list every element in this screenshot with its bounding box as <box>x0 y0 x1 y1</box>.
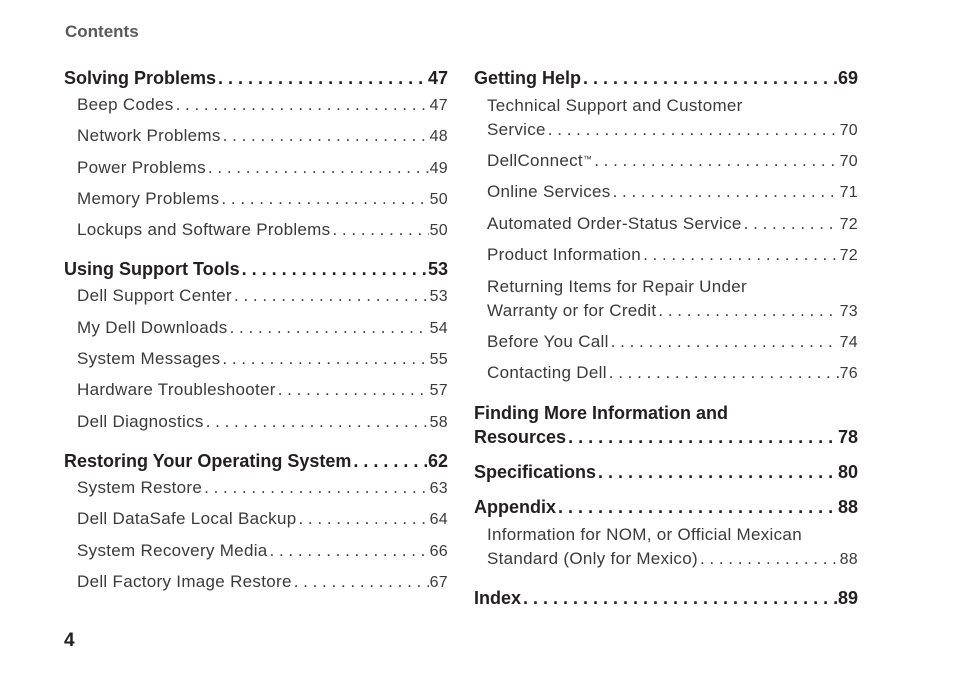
toc-subentry[interactable] <box>77 504 448 535</box>
toc-section-entry[interactable] <box>474 425 858 449</box>
entry-page: 80 <box>837 461 858 482</box>
entry-title: Getting Help <box>474 68 581 88</box>
entry-title: Dell Diagnostics <box>77 411 204 431</box>
entry-title: Using Support Tools <box>64 259 240 280</box>
toc-subsection <box>77 215 448 246</box>
entry-page: 72 <box>839 215 858 233</box>
toc-subsection <box>77 184 448 215</box>
dot-leader <box>656 299 838 323</box>
dot-leader <box>742 209 839 239</box>
toc-subentry[interactable] <box>77 215 448 246</box>
entry-page: 89 <box>837 587 858 608</box>
dot-leader <box>221 121 429 151</box>
toc-section <box>474 401 858 449</box>
page-header: Contents <box>65 22 139 41</box>
entry-title: Standard (Only for Mexico) <box>487 548 698 568</box>
dot-leader <box>351 449 427 473</box>
toc-section <box>474 66 858 90</box>
toc-subentry[interactable] <box>77 344 448 375</box>
entry-title: Before You Call <box>487 332 609 352</box>
toc-section <box>474 460 858 484</box>
toc-subentry[interactable] <box>487 177 858 208</box>
dot-leader <box>611 177 839 207</box>
toc-subentry[interactable] <box>77 121 448 152</box>
toc-subentry[interactable] <box>77 313 448 344</box>
entry-title: Network Problems <box>77 126 221 146</box>
entry-page: 70 <box>839 122 858 139</box>
dot-leader <box>330 215 428 245</box>
dot-leader <box>609 327 839 357</box>
toc-subentry[interactable] <box>487 118 858 143</box>
entry-page: 78 <box>837 426 858 447</box>
toc-subsection <box>77 90 448 121</box>
toc-subsection <box>487 327 858 358</box>
entry-title: Hardware Troubleshooter <box>77 380 276 400</box>
toc-section-entry[interactable] <box>474 460 858 484</box>
dot-leader <box>596 460 837 484</box>
dot-leader <box>240 257 427 281</box>
dot-leader <box>174 90 429 120</box>
entry-page: 67 <box>429 573 448 591</box>
toc-subsection <box>487 90 858 146</box>
toc-subentry[interactable] <box>77 281 448 312</box>
dot-leader <box>566 425 837 449</box>
entry-page: 48 <box>429 128 448 146</box>
toc-subsection <box>77 567 448 598</box>
toc-subsection <box>77 121 448 152</box>
toc-subentry[interactable] <box>77 567 448 598</box>
dot-leader <box>276 375 429 405</box>
toc-section-entry[interactable] <box>64 449 448 473</box>
toc-right-column <box>474 66 858 610</box>
entry-page: 53 <box>427 259 448 280</box>
entry-title: Specifications <box>474 461 597 482</box>
entry-title: Appendix <box>474 496 557 517</box>
dot-leader <box>607 358 839 388</box>
toc-subsection <box>487 177 858 208</box>
entry-page: 63 <box>429 479 448 497</box>
toc-subsection <box>77 281 448 312</box>
entry-title: Dell Support Center <box>77 286 232 306</box>
entry-title-line: Returning Items for Repair Under <box>487 277 747 297</box>
toc-section-entry[interactable] <box>474 586 858 610</box>
entry-page: 88 <box>837 496 858 517</box>
entry-title-line: Information for NOM, or Official Mexican <box>487 524 802 544</box>
entry-page: 66 <box>429 542 448 560</box>
entry-page: 47 <box>427 68 448 88</box>
entry-title-line: Technical Support and Customer <box>487 96 743 115</box>
toc-subsection <box>77 313 448 344</box>
entry-page: 70 <box>839 153 858 170</box>
dot-leader <box>268 536 429 566</box>
dot-leader <box>206 153 429 183</box>
dot-leader <box>546 118 839 142</box>
entry-page: 76 <box>839 365 858 383</box>
entry-title: Online Services <box>487 182 611 202</box>
entry-page: 57 <box>429 382 448 400</box>
entry-title-line: Finding More Information and <box>474 402 728 423</box>
entry-title: Automated Order-Status Service <box>487 213 742 233</box>
entry-page: 47 <box>429 97 448 114</box>
entry-page: 62 <box>427 450 448 471</box>
entry-page: 71 <box>839 184 858 202</box>
entry-title: DellConnect™ <box>487 151 593 170</box>
entry-title: Lockups and Software Problems <box>77 220 331 240</box>
entry-page: 74 <box>839 334 858 352</box>
dot-leader <box>202 473 428 503</box>
entry-page: 69 <box>837 68 858 88</box>
entry-title: Service <box>487 120 546 139</box>
entry-page: 88 <box>839 550 858 568</box>
dot-leader <box>592 146 838 176</box>
entry-title: System Recovery Media <box>77 540 268 560</box>
toc-section-entry[interactable] <box>474 495 858 519</box>
toc-section-entry[interactable] <box>64 66 448 90</box>
toc-subsection <box>77 504 448 535</box>
dot-leader <box>292 567 429 597</box>
toc-section <box>64 257 448 281</box>
dot-leader <box>641 240 839 270</box>
toc-subentry[interactable] <box>487 358 858 389</box>
toc-section <box>474 586 858 610</box>
trademark-mark: ™ <box>582 154 593 164</box>
entry-title: Power Problems <box>77 157 206 177</box>
page-number: 4 <box>64 630 75 651</box>
toc-subentry[interactable] <box>487 547 858 572</box>
entry-title: Solving Problems <box>64 68 217 88</box>
toc-subentry[interactable] <box>487 327 858 358</box>
toc-section-entry[interactable] <box>64 257 448 281</box>
entry-title: Warranty or for Credit <box>487 301 657 321</box>
toc-subentry[interactable] <box>487 299 858 324</box>
entry-page: 58 <box>429 413 448 431</box>
entry-page: 72 <box>839 246 858 264</box>
entry-title: Restoring Your Operating System <box>64 450 352 471</box>
toc-subentry[interactable] <box>77 184 448 215</box>
toc-subsection <box>487 146 858 177</box>
toc-subentry[interactable] <box>77 473 448 504</box>
toc-subentry[interactable] <box>487 146 858 177</box>
entry-title: Dell DataSafe Local Backup <box>77 509 297 529</box>
entry-page: 64 <box>429 511 448 529</box>
entry-title: Product Information <box>487 244 642 264</box>
entry-page: 50 <box>429 190 448 208</box>
toc-section <box>474 495 858 519</box>
toc-subentry[interactable] <box>487 209 858 240</box>
entry-page: 73 <box>839 303 858 321</box>
entry-page: 49 <box>429 159 448 177</box>
entry-page: 54 <box>429 319 448 337</box>
dot-leader <box>521 586 837 610</box>
toc-section-entry[interactable] <box>474 66 858 90</box>
toc-subentry[interactable] <box>77 90 448 121</box>
entry-title: Resources <box>474 426 567 447</box>
toc-subsection <box>77 536 448 567</box>
dot-leader <box>219 184 428 214</box>
toc-section <box>64 66 448 90</box>
toc-subsection <box>487 240 858 271</box>
dot-leader <box>581 66 837 90</box>
entry-title: System Restore <box>77 477 203 497</box>
toc-subsection <box>77 473 448 504</box>
entry-title: Beep Codes <box>77 95 174 114</box>
toc-subsection <box>487 519 858 575</box>
toc-subsection <box>487 271 858 327</box>
dot-leader <box>698 547 839 571</box>
dot-leader <box>216 66 427 90</box>
toc-subsection <box>77 153 448 184</box>
entry-page: 53 <box>429 288 448 306</box>
toc-section <box>64 449 448 473</box>
toc-subentry[interactable] <box>77 375 448 406</box>
toc-subsection <box>77 375 448 406</box>
entry-title: Dell Factory Image Restore <box>77 571 292 591</box>
toc-left-column <box>64 66 448 598</box>
toc-subsection <box>487 358 858 389</box>
entry-page: 55 <box>429 351 448 369</box>
entry-title: Contacting Dell <box>487 363 607 383</box>
entry-title: My Dell Downloads <box>77 317 228 337</box>
entry-title: Memory Problems <box>77 188 220 208</box>
dot-leader <box>296 504 428 534</box>
dot-leader <box>204 407 429 437</box>
toc-subsection <box>487 209 858 240</box>
toc-subentry[interactable] <box>77 536 448 567</box>
dot-leader <box>220 344 428 374</box>
dot-leader <box>232 281 429 311</box>
entry-page: 50 <box>429 222 448 240</box>
entry-title: Index <box>474 587 522 608</box>
toc-subsection <box>77 407 448 438</box>
dot-leader <box>228 313 429 343</box>
toc-subentry[interactable] <box>77 153 448 184</box>
toc-subsection <box>77 344 448 375</box>
toc-subentry[interactable] <box>487 240 858 271</box>
dot-leader <box>556 495 837 519</box>
entry-title: System Messages <box>77 349 221 369</box>
toc-subentry[interactable] <box>77 407 448 438</box>
